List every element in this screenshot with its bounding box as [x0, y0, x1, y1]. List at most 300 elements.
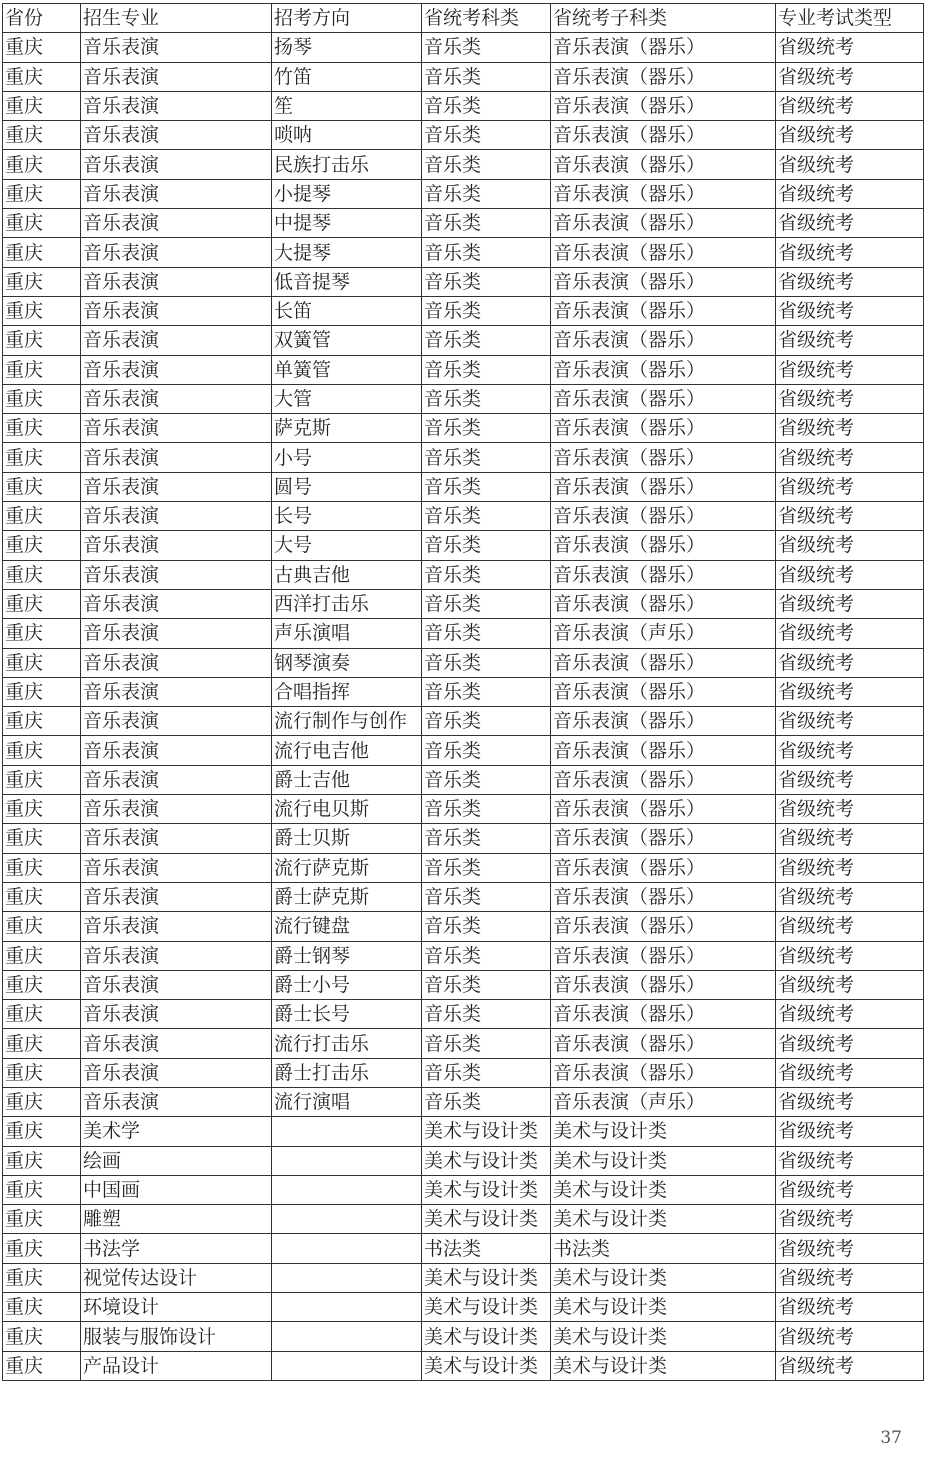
- cell-major: 中国画: [81, 1175, 272, 1204]
- cell-province: 重庆: [3, 589, 81, 618]
- cell-exam-type: 省级统考: [776, 384, 924, 413]
- cell-province: 重庆: [3, 384, 81, 413]
- cell-province: 重庆: [3, 1205, 81, 1234]
- cell-direction: [272, 1293, 422, 1322]
- cell-exam-type: 省级统考: [776, 765, 924, 794]
- cell-exam-category: 音乐类: [422, 531, 551, 560]
- cell-exam-type: 省级统考: [776, 912, 924, 941]
- cell-direction: 爵士钢琴: [272, 941, 422, 970]
- table-row: [3, 443, 924, 472]
- cell-exam-type: 省级统考: [776, 560, 924, 589]
- header-exam-type: 专业考试类型: [776, 4, 924, 33]
- cell-exam-type: 省级统考: [776, 824, 924, 853]
- cell-province: 重庆: [3, 736, 81, 765]
- cell-exam-category: 音乐类: [422, 472, 551, 501]
- cell-exam-type: 省级统考: [776, 707, 924, 736]
- cell-province: 重庆: [3, 853, 81, 882]
- cell-exam-subcategory: 音乐表演（器乐）: [551, 824, 776, 853]
- cell-exam-subcategory: 音乐表演（器乐）: [551, 62, 776, 91]
- cell-direction: 大管: [272, 384, 422, 413]
- table-row: [3, 707, 924, 736]
- cell-province: 重庆: [3, 414, 81, 443]
- cell-exam-subcategory: 音乐表演（器乐）: [551, 912, 776, 941]
- cell-major: 音乐表演: [81, 707, 272, 736]
- cell-major: 音乐表演: [81, 33, 272, 62]
- cell-exam-category: 音乐类: [422, 443, 551, 472]
- cell-province: 重庆: [3, 1087, 81, 1116]
- cell-major: 雕塑: [81, 1205, 272, 1234]
- cell-exam-category: 音乐类: [422, 795, 551, 824]
- cell-major: 音乐表演: [81, 619, 272, 648]
- cell-major: 音乐表演: [81, 677, 272, 706]
- cell-direction: 竹笛: [272, 62, 422, 91]
- table-row: [3, 1175, 924, 1204]
- table-row: [3, 882, 924, 911]
- cell-direction: 低音提琴: [272, 267, 422, 296]
- table-row: [3, 765, 924, 794]
- cell-province: 重庆: [3, 1000, 81, 1029]
- table-row: [3, 1234, 924, 1263]
- cell-exam-category: 美术与设计类: [422, 1175, 551, 1204]
- cell-exam-subcategory: 美术与设计类: [551, 1263, 776, 1292]
- cell-direction: 爵士小号: [272, 970, 422, 999]
- cell-exam-category: 音乐类: [422, 179, 551, 208]
- cell-major: 音乐表演: [81, 736, 272, 765]
- cell-exam-category: 音乐类: [422, 912, 551, 941]
- cell-exam-subcategory: 音乐表演（器乐）: [551, 502, 776, 531]
- cell-province: 重庆: [3, 150, 81, 179]
- cell-province: 重庆: [3, 941, 81, 970]
- cell-exam-type: 省级统考: [776, 179, 924, 208]
- cell-major: 音乐表演: [81, 62, 272, 91]
- table-row: [3, 589, 924, 618]
- table-row: [3, 1351, 924, 1380]
- cell-exam-category: 音乐类: [422, 91, 551, 120]
- cell-province: 重庆: [3, 326, 81, 355]
- cell-direction: 西洋打击乐: [272, 589, 422, 618]
- cell-direction: 笙: [272, 91, 422, 120]
- table-row: [3, 1000, 924, 1029]
- table-row: [3, 824, 924, 853]
- cell-direction: 大提琴: [272, 238, 422, 267]
- cell-major: 音乐表演: [81, 1029, 272, 1058]
- cell-exam-subcategory: 音乐表演（器乐）: [551, 296, 776, 325]
- cell-direction: [272, 1234, 422, 1263]
- cell-direction: [272, 1117, 422, 1146]
- cell-direction: 流行键盘: [272, 912, 422, 941]
- cell-direction: 流行电贝斯: [272, 795, 422, 824]
- cell-exam-subcategory: 音乐表演（器乐）: [551, 677, 776, 706]
- cell-exam-subcategory: 音乐表演（器乐）: [551, 970, 776, 999]
- cell-exam-subcategory: 音乐表演（声乐）: [551, 619, 776, 648]
- cell-major: 服装与服饰设计: [81, 1322, 272, 1351]
- page-number: 37: [880, 1428, 902, 1448]
- cell-exam-type: 省级统考: [776, 326, 924, 355]
- cell-direction: 唢呐: [272, 121, 422, 150]
- cell-exam-subcategory: 音乐表演（器乐）: [551, 795, 776, 824]
- table-row: [3, 296, 924, 325]
- cell-exam-subcategory: 音乐表演（器乐）: [551, 33, 776, 62]
- table-row: [3, 150, 924, 179]
- cell-exam-category: 音乐类: [422, 619, 551, 648]
- cell-major: 音乐表演: [81, 589, 272, 618]
- cell-exam-subcategory: 音乐表演（器乐）: [551, 765, 776, 794]
- cell-major: 书法学: [81, 1234, 272, 1263]
- table-row: [3, 970, 924, 999]
- cell-direction: [272, 1263, 422, 1292]
- cell-direction: [272, 1205, 422, 1234]
- cell-exam-category: 书法类: [422, 1234, 551, 1263]
- cell-direction: 单簧管: [272, 355, 422, 384]
- table-row: [3, 619, 924, 648]
- cell-exam-category: 音乐类: [422, 970, 551, 999]
- cell-exam-type: 省级统考: [776, 1234, 924, 1263]
- cell-exam-subcategory: 音乐表演（器乐）: [551, 1029, 776, 1058]
- cell-exam-subcategory: 音乐表演（器乐）: [551, 1000, 776, 1029]
- cell-direction: 长号: [272, 502, 422, 531]
- cell-province: 重庆: [3, 882, 81, 911]
- cell-direction: 爵士长号: [272, 1000, 422, 1029]
- cell-province: 重庆: [3, 355, 81, 384]
- table-row: [3, 326, 924, 355]
- header-direction: 招考方向: [272, 4, 422, 33]
- cell-exam-category: 美术与设计类: [422, 1351, 551, 1380]
- table-row: [3, 648, 924, 677]
- cell-exam-type: 省级统考: [776, 1293, 924, 1322]
- cell-major: 音乐表演: [81, 209, 272, 238]
- cell-major: 音乐表演: [81, 326, 272, 355]
- cell-exam-type: 省级统考: [776, 443, 924, 472]
- cell-major: 产品设计: [81, 1351, 272, 1380]
- cell-exam-type: 省级统考: [776, 1058, 924, 1087]
- cell-direction: 流行萨克斯: [272, 853, 422, 882]
- table-row: [3, 853, 924, 882]
- table-row: [3, 1029, 924, 1058]
- table-header-row: [3, 4, 924, 33]
- cell-exam-subcategory: 音乐表演（器乐）: [551, 414, 776, 443]
- cell-exam-type: 省级统考: [776, 238, 924, 267]
- cell-exam-subcategory: 音乐表演（器乐）: [551, 882, 776, 911]
- cell-province: 重庆: [3, 1117, 81, 1146]
- table-row: [3, 502, 924, 531]
- cell-exam-category: 音乐类: [422, 648, 551, 677]
- cell-province: 重庆: [3, 531, 81, 560]
- cell-exam-subcategory: 美术与设计类: [551, 1293, 776, 1322]
- cell-major: 音乐表演: [81, 296, 272, 325]
- cell-major: 音乐表演: [81, 853, 272, 882]
- table-row: [3, 531, 924, 560]
- cell-direction: 流行打击乐: [272, 1029, 422, 1058]
- table-row: [3, 62, 924, 91]
- cell-exam-subcategory: 音乐表演（器乐）: [551, 150, 776, 179]
- cell-exam-category: 音乐类: [422, 267, 551, 296]
- cell-major: 音乐表演: [81, 882, 272, 911]
- cell-major: 音乐表演: [81, 150, 272, 179]
- cell-direction: 小号: [272, 443, 422, 472]
- cell-exam-category: 美术与设计类: [422, 1146, 551, 1175]
- cell-exam-subcategory: 音乐表演（器乐）: [551, 707, 776, 736]
- cell-exam-type: 省级统考: [776, 853, 924, 882]
- cell-province: 重庆: [3, 1058, 81, 1087]
- cell-exam-category: 音乐类: [422, 560, 551, 589]
- table-row: [3, 1058, 924, 1087]
- cell-exam-category: 音乐类: [422, 326, 551, 355]
- table-row: [3, 1146, 924, 1175]
- cell-exam-category: 音乐类: [422, 150, 551, 179]
- cell-exam-category: 音乐类: [422, 882, 551, 911]
- cell-major: 音乐表演: [81, 267, 272, 296]
- cell-major: 音乐表演: [81, 1000, 272, 1029]
- cell-exam-subcategory: 音乐表演（器乐）: [551, 238, 776, 267]
- cell-direction: 流行电吉他: [272, 736, 422, 765]
- cell-direction: [272, 1351, 422, 1380]
- cell-province: 重庆: [3, 33, 81, 62]
- table-row: [3, 414, 924, 443]
- cell-exam-subcategory: 音乐表演（器乐）: [551, 355, 776, 384]
- cell-exam-subcategory: 音乐表演（器乐）: [551, 443, 776, 472]
- cell-major: 音乐表演: [81, 414, 272, 443]
- cell-exam-subcategory: 音乐表演（器乐）: [551, 121, 776, 150]
- cell-province: 重庆: [3, 1234, 81, 1263]
- cell-exam-category: 音乐类: [422, 238, 551, 267]
- cell-province: 重庆: [3, 560, 81, 589]
- cell-province: 重庆: [3, 296, 81, 325]
- cell-exam-subcategory: 书法类: [551, 1234, 776, 1263]
- table-row: [3, 1322, 924, 1351]
- cell-direction: 双簧管: [272, 326, 422, 355]
- cell-direction: 爵士打击乐: [272, 1058, 422, 1087]
- cell-exam-type: 省级统考: [776, 1087, 924, 1116]
- cell-exam-type: 省级统考: [776, 414, 924, 443]
- cell-exam-type: 省级统考: [776, 209, 924, 238]
- cell-exam-subcategory: 美术与设计类: [551, 1117, 776, 1146]
- cell-exam-category: 音乐类: [422, 33, 551, 62]
- cell-exam-type: 省级统考: [776, 91, 924, 120]
- cell-exam-subcategory: 音乐表演（器乐）: [551, 91, 776, 120]
- table-row: [3, 1117, 924, 1146]
- cell-province: 重庆: [3, 502, 81, 531]
- cell-exam-subcategory: 音乐表演（器乐）: [551, 560, 776, 589]
- cell-exam-subcategory: 音乐表演（声乐）: [551, 1087, 776, 1116]
- cell-major: 音乐表演: [81, 560, 272, 589]
- cell-major: 音乐表演: [81, 472, 272, 501]
- cell-province: 重庆: [3, 267, 81, 296]
- cell-exam-subcategory: 音乐表演（器乐）: [551, 531, 776, 560]
- cell-major: 音乐表演: [81, 795, 272, 824]
- cell-exam-subcategory: 美术与设计类: [551, 1351, 776, 1380]
- cell-exam-category: 音乐类: [422, 1000, 551, 1029]
- cell-province: 重庆: [3, 443, 81, 472]
- cell-exam-category: 音乐类: [422, 296, 551, 325]
- cell-exam-category: 音乐类: [422, 355, 551, 384]
- cell-exam-subcategory: 音乐表演（器乐）: [551, 326, 776, 355]
- table-row: [3, 384, 924, 413]
- table-row: [3, 1205, 924, 1234]
- cell-exam-type: 省级统考: [776, 795, 924, 824]
- cell-exam-type: 省级统考: [776, 267, 924, 296]
- cell-exam-category: 美术与设计类: [422, 1117, 551, 1146]
- cell-direction: 圆号: [272, 472, 422, 501]
- cell-exam-type: 省级统考: [776, 1117, 924, 1146]
- table-row: [3, 1293, 924, 1322]
- cell-direction: 爵士贝斯: [272, 824, 422, 853]
- cell-province: 重庆: [3, 707, 81, 736]
- cell-exam-category: 音乐类: [422, 1029, 551, 1058]
- cell-exam-type: 省级统考: [776, 502, 924, 531]
- table-row: [3, 1087, 924, 1116]
- table-row: [3, 238, 924, 267]
- cell-major: 音乐表演: [81, 912, 272, 941]
- cell-province: 重庆: [3, 677, 81, 706]
- cell-exam-type: 省级统考: [776, 472, 924, 501]
- cell-major: 音乐表演: [81, 531, 272, 560]
- cell-exam-category: 美术与设计类: [422, 1322, 551, 1351]
- cell-direction: 大号: [272, 531, 422, 560]
- cell-major: 音乐表演: [81, 355, 272, 384]
- table-body: [3, 33, 924, 1381]
- cell-exam-type: 省级统考: [776, 648, 924, 677]
- cell-exam-category: 音乐类: [422, 1087, 551, 1116]
- table-row: [3, 941, 924, 970]
- cell-exam-subcategory: 音乐表演（器乐）: [551, 179, 776, 208]
- cell-exam-category: 音乐类: [422, 707, 551, 736]
- cell-major: 视觉传达设计: [81, 1263, 272, 1292]
- cell-exam-category: 美术与设计类: [422, 1263, 551, 1292]
- header-exam-subcategory: 省统考子科类: [551, 4, 776, 33]
- cell-major: 音乐表演: [81, 1058, 272, 1087]
- cell-exam-type: 省级统考: [776, 1000, 924, 1029]
- cell-exam-type: 省级统考: [776, 33, 924, 62]
- cell-province: 重庆: [3, 1175, 81, 1204]
- cell-exam-subcategory: 音乐表演（器乐）: [551, 1058, 776, 1087]
- cell-province: 重庆: [3, 62, 81, 91]
- cell-major: 音乐表演: [81, 1087, 272, 1116]
- cell-exam-category: 音乐类: [422, 1058, 551, 1087]
- cell-exam-type: 省级统考: [776, 1175, 924, 1204]
- cell-major: 音乐表演: [81, 443, 272, 472]
- table-row: [3, 912, 924, 941]
- cell-exam-type: 省级统考: [776, 1351, 924, 1380]
- cell-direction: [272, 1175, 422, 1204]
- cell-province: 重庆: [3, 648, 81, 677]
- header-exam-category: 省统考科类: [422, 4, 551, 33]
- cell-province: 重庆: [3, 1293, 81, 1322]
- cell-province: 重庆: [3, 765, 81, 794]
- cell-exam-type: 省级统考: [776, 355, 924, 384]
- cell-exam-subcategory: 美术与设计类: [551, 1322, 776, 1351]
- cell-province: 重庆: [3, 970, 81, 999]
- cell-exam-category: 音乐类: [422, 677, 551, 706]
- cell-province: 重庆: [3, 179, 81, 208]
- cell-exam-category: 音乐类: [422, 765, 551, 794]
- cell-major: 美术学: [81, 1117, 272, 1146]
- cell-exam-category: 音乐类: [422, 824, 551, 853]
- cell-exam-category: 美术与设计类: [422, 1205, 551, 1234]
- cell-exam-category: 音乐类: [422, 502, 551, 531]
- cell-exam-subcategory: 音乐表演（器乐）: [551, 589, 776, 618]
- cell-major: 音乐表演: [81, 384, 272, 413]
- cell-exam-category: 美术与设计类: [422, 1293, 551, 1322]
- table-row: [3, 209, 924, 238]
- cell-exam-type: 省级统考: [776, 531, 924, 560]
- cell-province: 重庆: [3, 1263, 81, 1292]
- cell-province: 重庆: [3, 91, 81, 120]
- cell-exam-subcategory: 美术与设计类: [551, 1146, 776, 1175]
- header-major: 招生专业: [81, 4, 272, 33]
- cell-exam-type: 省级统考: [776, 1322, 924, 1351]
- cell-province: 重庆: [3, 1029, 81, 1058]
- cell-major: 音乐表演: [81, 765, 272, 794]
- table-row: [3, 91, 924, 120]
- cell-province: 重庆: [3, 1351, 81, 1380]
- cell-direction: 声乐演唱: [272, 619, 422, 648]
- cell-exam-type: 省级统考: [776, 882, 924, 911]
- cell-exam-subcategory: 音乐表演（器乐）: [551, 736, 776, 765]
- cell-exam-subcategory: 音乐表演（器乐）: [551, 472, 776, 501]
- cell-direction: 古典吉他: [272, 560, 422, 589]
- cell-exam-type: 省级统考: [776, 62, 924, 91]
- cell-major: 音乐表演: [81, 941, 272, 970]
- cell-province: 重庆: [3, 795, 81, 824]
- cell-exam-type: 省级统考: [776, 1146, 924, 1175]
- cell-exam-type: 省级统考: [776, 970, 924, 999]
- cell-exam-subcategory: 音乐表演（器乐）: [551, 384, 776, 413]
- table-row: [3, 1263, 924, 1292]
- cell-exam-subcategory: 音乐表演（器乐）: [551, 648, 776, 677]
- cell-exam-type: 省级统考: [776, 296, 924, 325]
- header-province: 省份: [3, 4, 81, 33]
- cell-direction: 流行制作与创作: [272, 707, 422, 736]
- cell-exam-category: 音乐类: [422, 589, 551, 618]
- cell-direction: 爵士萨克斯: [272, 882, 422, 911]
- cell-major: 音乐表演: [81, 648, 272, 677]
- cell-major: 音乐表演: [81, 502, 272, 531]
- cell-exam-category: 音乐类: [422, 384, 551, 413]
- table-row: [3, 736, 924, 765]
- cell-exam-subcategory: 音乐表演（器乐）: [551, 209, 776, 238]
- cell-direction: 萨克斯: [272, 414, 422, 443]
- cell-province: 重庆: [3, 619, 81, 648]
- cell-exam-category: 音乐类: [422, 62, 551, 91]
- cell-exam-type: 省级统考: [776, 150, 924, 179]
- table-row: [3, 472, 924, 501]
- cell-exam-category: 音乐类: [422, 736, 551, 765]
- cell-province: 重庆: [3, 121, 81, 150]
- cell-province: 重庆: [3, 472, 81, 501]
- cell-exam-subcategory: 音乐表演（器乐）: [551, 941, 776, 970]
- cell-province: 重庆: [3, 824, 81, 853]
- cell-direction: 爵士吉他: [272, 765, 422, 794]
- cell-direction: 民族打击乐: [272, 150, 422, 179]
- cell-direction: 扬琴: [272, 33, 422, 62]
- cell-major: 音乐表演: [81, 824, 272, 853]
- cell-province: 重庆: [3, 238, 81, 267]
- cell-exam-type: 省级统考: [776, 619, 924, 648]
- cell-exam-type: 省级统考: [776, 736, 924, 765]
- cell-exam-subcategory: 美术与设计类: [551, 1175, 776, 1204]
- cell-exam-subcategory: 音乐表演（器乐）: [551, 853, 776, 882]
- cell-direction: 钢琴演奏: [272, 648, 422, 677]
- table-row: [3, 795, 924, 824]
- cell-direction: 中提琴: [272, 209, 422, 238]
- cell-exam-subcategory: 美术与设计类: [551, 1205, 776, 1234]
- cell-exam-category: 音乐类: [422, 121, 551, 150]
- cell-major: 音乐表演: [81, 121, 272, 150]
- cell-exam-category: 音乐类: [422, 941, 551, 970]
- cell-major: 音乐表演: [81, 179, 272, 208]
- table-row: [3, 677, 924, 706]
- cell-province: 重庆: [3, 1146, 81, 1175]
